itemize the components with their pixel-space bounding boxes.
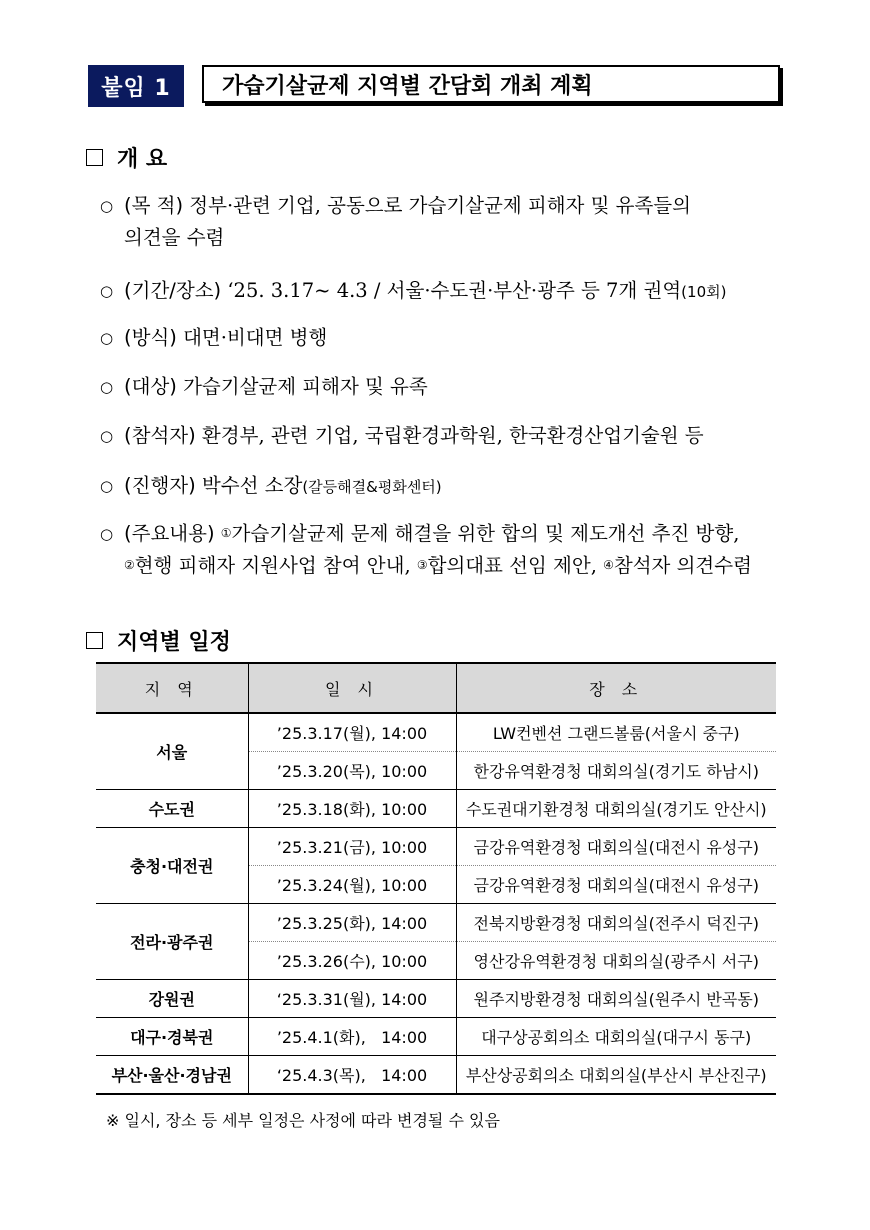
item-label: (대상) — [124, 375, 177, 398]
circle-bullet-icon: ○ — [100, 329, 114, 347]
overview-item-attendees — [100, 420, 790, 452]
table-row — [96, 1056, 776, 1095]
checkbox-square-icon — [86, 149, 103, 166]
overview-item-contents — [100, 518, 790, 582]
item-text-cont: 의견을 수렴 — [124, 226, 225, 249]
datetime-cell: ’25.3.21(금), 10:00 — [248, 828, 456, 866]
item-text: 박수선 소장 — [195, 474, 303, 497]
overview-item-period — [100, 275, 790, 308]
item-label: (진행자) — [124, 474, 196, 497]
table-row — [96, 980, 776, 1018]
place-cell: 대구상공회의소 대회의실(대구시 동구) — [456, 1018, 776, 1056]
datetime-cell: ’25.3.24(월), 10:00 — [248, 866, 456, 904]
datetime-cell: ’25.3.25(화), 14:00 — [248, 904, 456, 942]
overview-heading-text: 개 요 — [117, 147, 168, 172]
overview-item-moderator — [100, 470, 790, 503]
item-text: 합의대표 선임 제안, — [427, 554, 604, 577]
item-label: (기간/장소) — [124, 279, 222, 302]
schedule-heading — [86, 625, 231, 656]
place-cell: 부산상공회의소 대회의실(부산시 부산진구) — [456, 1056, 776, 1095]
item-text: 참석자 의견수렴 — [613, 554, 752, 577]
place-cell: LW컨벤션 그랜드볼룸(서울시 중구) — [456, 713, 776, 752]
region-cell: 전라·광주권 — [96, 904, 248, 980]
datetime-cell: ‘25.4.3(목), 14:00 — [248, 1056, 456, 1095]
item-text: 가습기살균제 피해자 및 유족 — [176, 375, 428, 398]
place-cell: 전북지방환경청 대회의실(전주시 덕진구) — [456, 904, 776, 942]
region-cell: 강원권 — [96, 980, 248, 1018]
schedule-note: ※ 일시, 장소 등 세부 일정은 사정에 따라 변경될 수 있음 — [106, 1111, 500, 1130]
table-row — [96, 790, 776, 828]
item-label: (주요내용) — [124, 522, 215, 545]
datetime-cell: ’25.3.18(화), 10:00 — [248, 790, 456, 828]
place-cell: 금강유역환경청 대회의실(대전시 유성구) — [456, 828, 776, 866]
table-row — [96, 904, 776, 942]
circled-number: ③ — [416, 558, 428, 572]
region-cell: 대구·경북권 — [96, 1018, 248, 1056]
datetime-cell: ’25.3.17(월), 14:00 — [248, 713, 456, 752]
region-cell: 서울 — [96, 713, 248, 790]
overview-item-method — [100, 322, 790, 354]
schedule-table — [96, 662, 776, 1095]
schedule-heading-text: 지역별 일정 — [117, 630, 231, 655]
column-header-region: 지 역 — [96, 663, 248, 713]
item-text: ‘25. 3.17~ 4.3 / 서울·수도권·부산·광주 등 7개 권역 — [221, 279, 682, 302]
item-label: (목 적) — [124, 194, 184, 217]
table-row — [96, 828, 776, 866]
datetime-cell: ‘25.3.31(월), 14:00 — [248, 980, 456, 1018]
place-cell: 원주지방환경청 대회의실(원주시 반곡동) — [456, 980, 776, 1018]
overview-item-target — [100, 371, 790, 403]
circled-number: ④ — [603, 558, 614, 572]
datetime-cell: ’25.3.26(수), 10:00 — [248, 942, 456, 980]
item-label: (참석자) — [124, 424, 196, 447]
circle-bullet-icon: ○ — [100, 427, 114, 445]
table-row — [96, 1018, 776, 1056]
attachment-badge: 붙임 1 — [88, 65, 184, 107]
place-cell: 영산강유역환경청 대회의실(광주시 서구) — [456, 942, 776, 980]
region-cell: 부산·울산·경남권 — [96, 1056, 248, 1095]
column-header-place: 장 소 — [456, 663, 776, 713]
item-text: 현행 피해자 지원사업 참여 안내, — [134, 554, 417, 577]
item-text: 가습기살균제 문제 해결을 위한 합의 및 제도개선 추진 방향, — [231, 522, 740, 545]
overview-item-purpose — [100, 190, 790, 254]
circled-number: ① — [220, 526, 232, 540]
document-title: 가습기살균제 지역별 간담회 개최 계획 — [202, 65, 780, 103]
item-text: 대면·비대면 병행 — [176, 326, 328, 349]
circle-bullet-icon: ○ — [100, 525, 114, 543]
circled-number: ② — [124, 558, 135, 572]
document-header — [88, 65, 784, 107]
place-cell: 한강유역환경청 대회의실(경기도 하남시) — [456, 752, 776, 790]
datetime-cell: ’25.3.20(목), 10:00 — [248, 752, 456, 790]
overview-heading — [86, 142, 167, 173]
place-cell: 수도권대기환경청 대회의실(경기도 안산시) — [456, 790, 776, 828]
table-header-row — [96, 663, 776, 713]
item-text: 환경부, 관련 기업, 국립환경과학원, 한국환경산업기술원 등 — [195, 424, 704, 447]
item-text: 정부·관련 기업, 공동으로 가습기살균제 피해자 및 유족들의 — [183, 194, 691, 217]
column-header-datetime: 일 시 — [248, 663, 456, 713]
circle-bullet-icon: ○ — [100, 378, 114, 396]
item-note: (10회) — [681, 283, 727, 301]
circle-bullet-icon: ○ — [100, 282, 114, 300]
table-row — [96, 713, 776, 752]
item-note: (갈등해결&평화센터) — [302, 478, 442, 496]
checkbox-square-icon — [86, 632, 103, 649]
datetime-cell: ’25.4.1(화), 14:00 — [248, 1018, 456, 1056]
item-label: (방식) — [124, 326, 177, 349]
region-cell: 충청·대전권 — [96, 828, 248, 904]
place-cell: 금강유역환경청 대회의실(대전시 유성구) — [456, 866, 776, 904]
region-cell: 수도권 — [96, 790, 248, 828]
circle-bullet-icon: ○ — [100, 477, 114, 495]
circle-bullet-icon: ○ — [100, 197, 114, 215]
